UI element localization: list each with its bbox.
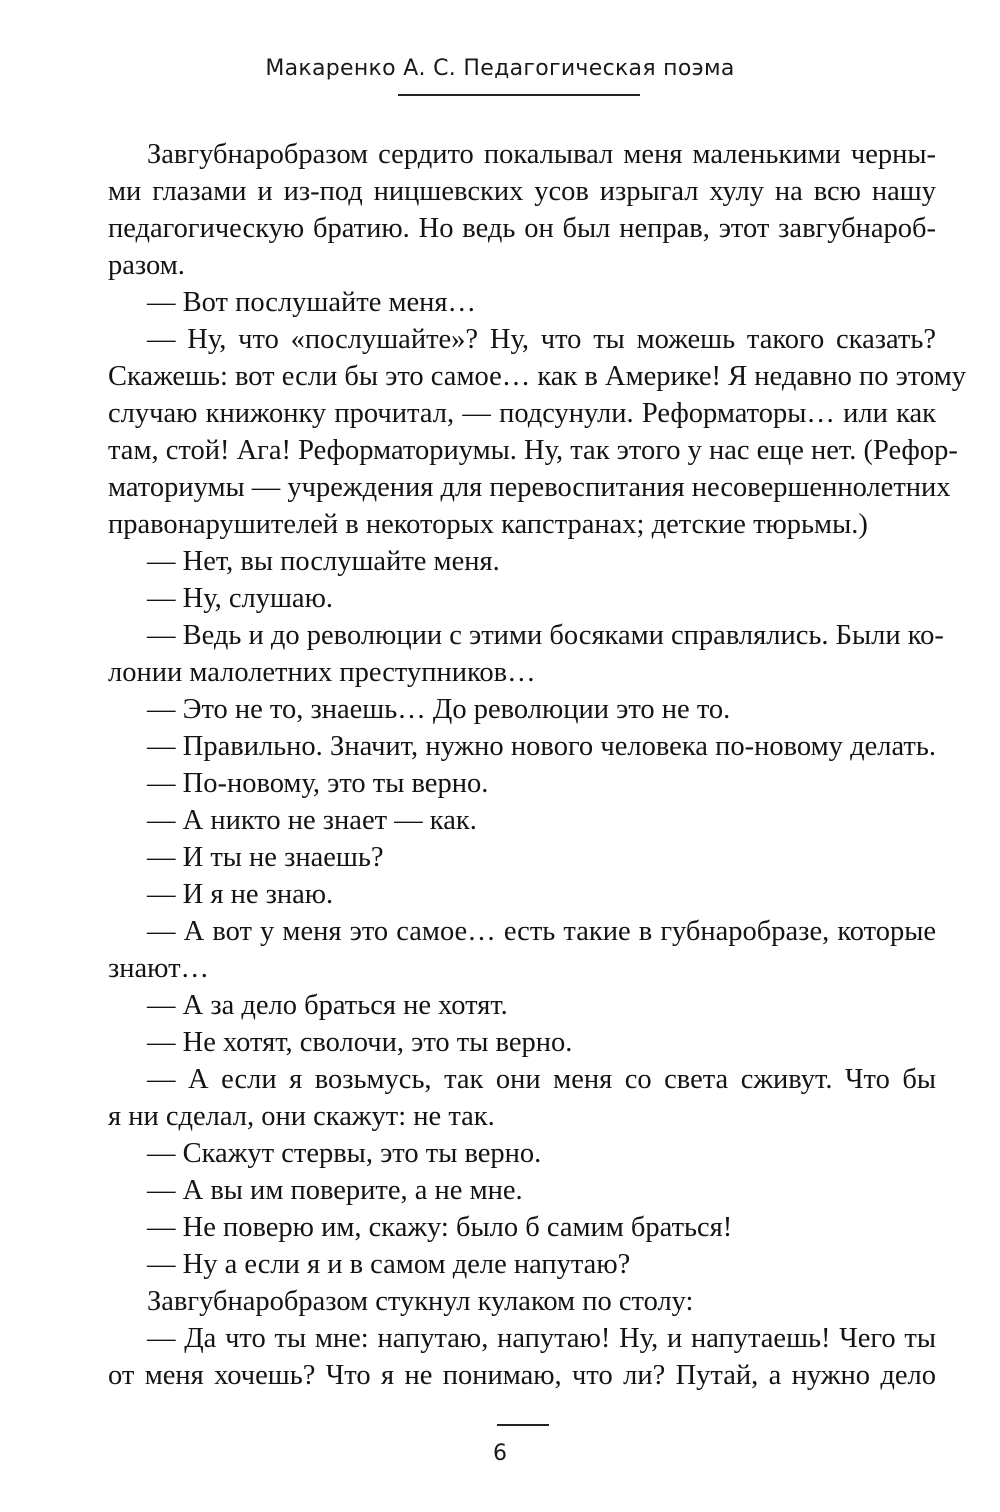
text-line: ми глазами и из-под ницшевских усов изрыгал хулу на всю нашу [108, 176, 936, 207]
text-line: случаю книжонку прочитал, — подсунули. Реформаторы… или как [108, 398, 936, 429]
text-line: — А если я возьмусь, так они меня со света сживут. Что бы [147, 1064, 936, 1095]
text-line: — А вот у меня это самое… есть такие в губнаробразе, которые [147, 916, 936, 947]
text-line: — По-новому, это ты верно. [147, 768, 489, 799]
text-line: я ни сделал, они скажут: не так. [108, 1101, 495, 1132]
text-line: — И я не знаю. [147, 879, 334, 910]
text-line: от меня хочешь? Что я не понимаю, что ли? Путай, а нужно дело [108, 1360, 936, 1391]
text-line: — А никто не знает — как. [147, 805, 477, 836]
text-line: — А за дело браться не хотят. [147, 990, 508, 1021]
text-line: — Это не то, знаешь… До революции это не то. [147, 694, 731, 725]
text-line: — Ну, что «послушайте»? Ну, что ты можешь такого сказать? [147, 324, 936, 355]
text-line: Завгубнаробразом сердито покалывал меня маленькими черны- [147, 139, 936, 170]
running-header-title: Макаренко А. С. Педагогическая поэма [265, 56, 735, 81]
text-line: — Не поверю им, скажу: было б самим браться! [147, 1212, 733, 1243]
text-line: — Скажут стервы, это ты верно. [147, 1138, 542, 1169]
body-text [108, 136, 966, 1394]
text-line: Скажешь: вот если бы это самое… как в Америке! Я недавно по этому [108, 361, 966, 392]
text-line: лонии малолетних преступников… [108, 657, 536, 688]
text-line: там, стой! Ага! Реформаториумы. Ну, так этого у нас еще нет. (Рефор- [108, 435, 958, 466]
text-line: — Вот послушайте меня… [147, 287, 477, 318]
header-rule [398, 94, 640, 96]
text-line: Завгубнаробразом стукнул кулаком по столу: [147, 1286, 694, 1317]
text-line: — Правильно. Значит, нужно нового человека по-новому делать. [147, 731, 936, 762]
text-line: — Ведь и до революции с этими босяками справлялись. Были ко- [147, 620, 944, 651]
text-line: — И ты не знаешь? [147, 842, 384, 873]
text-line: — Нет, вы послушайте меня. [147, 546, 500, 577]
text-line: — Не хотят, сволочи, это ты верно. [147, 1027, 573, 1058]
text-line: знают… [108, 953, 210, 984]
text-line: маториумы — учреждения для перевоспитания несовершеннолетних [108, 472, 951, 503]
text-line: — А вы им поверите, а не мне. [147, 1175, 523, 1206]
footer-rule [497, 1424, 549, 1426]
text-line: разом. [108, 250, 185, 281]
text-line: педагогическую братию. Но ведь он был неправ, этот завгубнароб- [108, 213, 936, 244]
page-number: 6 [493, 1441, 507, 1466]
text-line: — Ну, слушаю. [147, 583, 333, 614]
text-line: — Ну а если я и в самом деле напутаю? [147, 1249, 631, 1280]
text-line: правонарушителей в некоторых капстранах; детские тюрьмы.) [108, 509, 868, 540]
text-line: — Да что ты мне: напутаю, напутаю! Ну, и напутаешь! Чего ты [147, 1323, 936, 1354]
